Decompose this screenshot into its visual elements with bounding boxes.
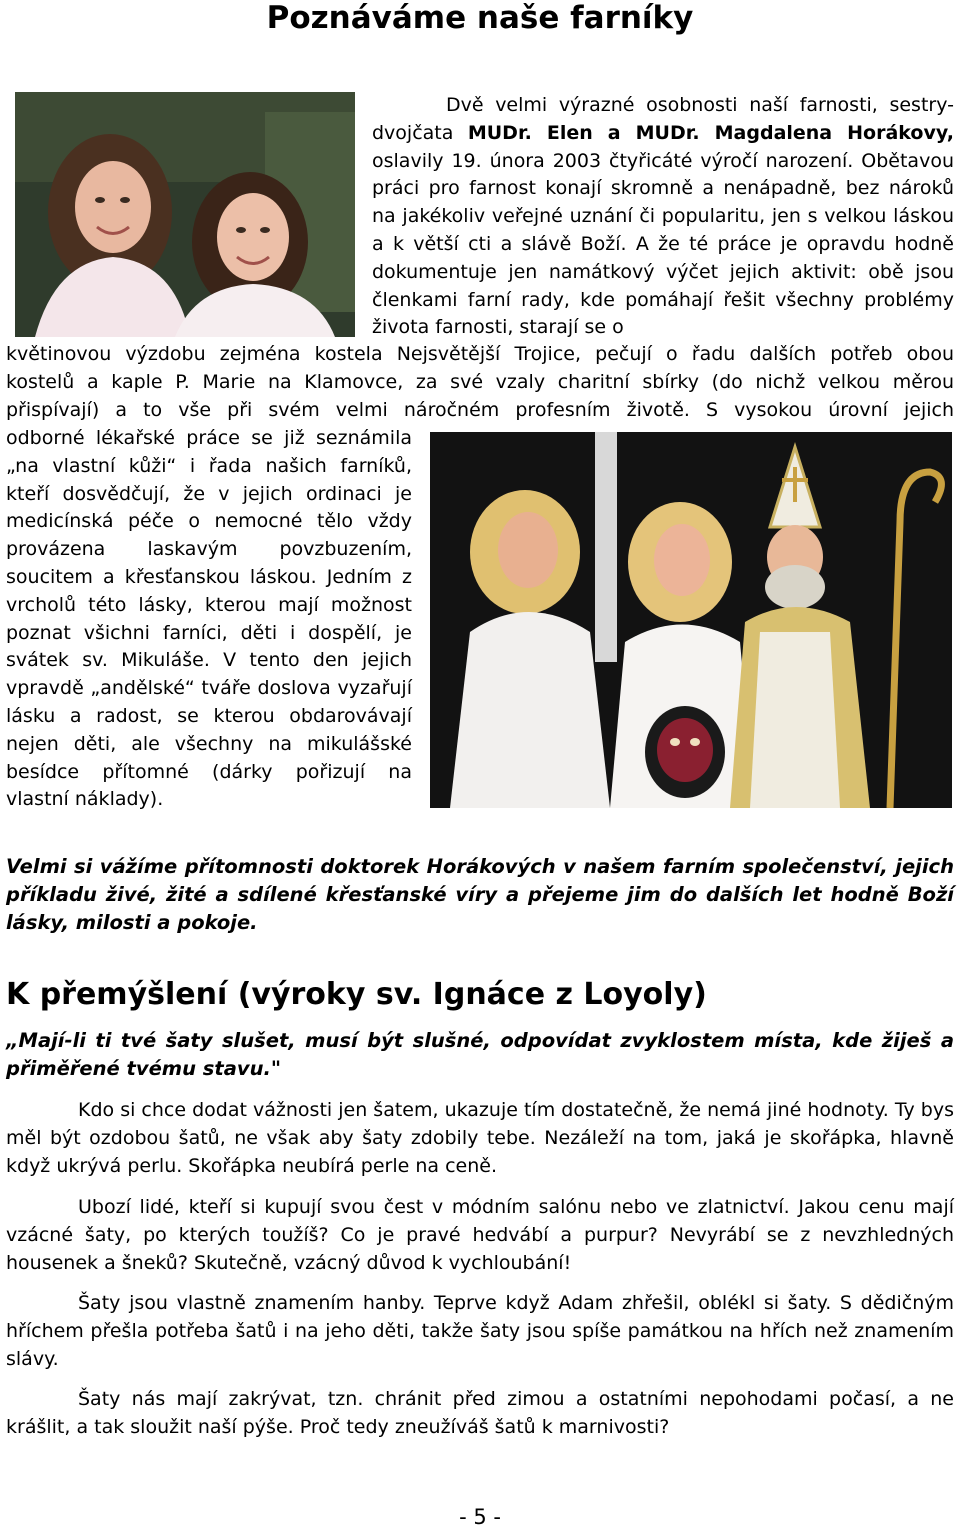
photo-twin-sisters-image: [15, 92, 355, 337]
article-intro: Dvě velmi výrazné osobnosti naší farnosti, sestry-dvojčata: [372, 94, 954, 144]
article-line-1: květinovou výzdobu zejména kostela Nejsvětější Trojice, pečují o řadu dalších potřeb obou: [6, 343, 954, 365]
article-intro-rest: oslavily 19. února 2003 čtyřicáté výročí narození. Obětavou práci pro farnost konají skromně a nenápadně, bez nároků na jakékoliv veřejné uznání či popularitu, jen s velkou láskou a k větší cti a slávě Boží. A že té práce je opravdu hodně dokumentuje jen namátkový výčet jejich aktivit: obě jsou členkami farní rady, kde pomáhají řešit všechny problémy života farnosti, starají se o: [372, 149, 954, 339]
article-closing: Velmi si vážíme přítomnosti doktorek Horákových v našem farním společenství, jejich příkladu živé, žité a sdílené křesťanské víry a přejeme jim do dalších let hodně Boží lásky, milosti a pokoje.: [6, 855, 954, 934]
reflection-paragraph-1: Kdo si chce dodat vážnosti jen šatem, ukazuje tím dostatečně, že nemá jiné hodnoty. Ty bys měl být ozdobou šatů, ne však aby šaty zdobily tebe. Nezáleží na tom, jaká je skořápka, hlavně když ukrývá perlu. Skořápka neubírá perle na ceně.: [6, 1099, 954, 1177]
photo-twin-sisters: [15, 92, 355, 337]
ignatius-quote: „Mají-li ti tvé šaty slušet, musí být slušné, odpovídat zvyklostem místa, kde žiješ a přiměřené tvému stavu.": [6, 1029, 954, 1080]
article-full-width-lines: [6, 341, 954, 424]
reflection-paragraph-3: Šaty jsou vlastně znamením hanby. Teprve když Adam zhřešil, oblékl si šaty. S dědičným hříchem přešla potřeba šatů i na jeho děti, takže šaty jsou spíše památkou na hřích než znamením slávy.: [6, 1292, 954, 1370]
article-line-2: kostelů a kaple P. Marie na Klamovce, za své vzaly charitní sbírky (do nichž velkou měrou: [6, 370, 954, 393]
photo-st-nicholas-image: [430, 432, 952, 808]
page-number: - 5 -: [459, 1505, 501, 1529]
photo-st-nicholas: [430, 432, 952, 808]
article-line-3: přispívají) a to vše při svém velmi náročném profesním životě. S vysokou úrovní jejich: [6, 398, 954, 421]
reflection-paragraph-2: Ubozí lidé, kteří si kupují svou čest v módním salónu nebo ve zlatnictví. Jakou cenu mají vzácné šaty, po kterých toužíš? Co je pravé hedvábí a purpur? Nevyrábí se z nevzhledných housenek a šneků? Skutečně, vzácný důvod k vychloubání!: [6, 1196, 954, 1274]
article-left-column: [6, 425, 412, 814]
article-names: MUDr. Elen a MUDr. Magdalena Horákovy,: [467, 121, 954, 144]
article-paragraph-1: [372, 92, 954, 342]
reflection-paragraph-4: Šaty nás mají zakrývat, tzn. chránit před zimou a ostatními nepohodami počasí, a ne krášlit, a tak sloužit naší pýše. Proč tedy zneužíváš šatů k marnivosti?: [6, 1388, 954, 1438]
section-heading: K přemýšlení (výroky sv. Ignáce z Loyoly): [6, 977, 707, 1012]
article-paragraph-2: odborné lékařské práce se již seznámila „na vlastní kůži“ i řada našich farníků, kteří dosvědčují, že v jejich ordinaci je medicínská péče o nemocné tělo vždy provázena laskavým povzbuzením, soucitem a křesťanskou láskou. Jedním z vrcholů této lásky, kterou mají možnost poznat všichni farníci, děti i dospělí, je svátek sv. Mikuláše. V tento den jejich vpravdě „andělské“ tváře doslova vyzařují lásku a radost, se kterou obdarovávají nejen děti, ale všechny na mikulášské besídce přítomné (dárky pořizují na vlastní náklady).: [6, 427, 412, 811]
page-title: Poznáváme naše farníky: [266, 0, 694, 36]
